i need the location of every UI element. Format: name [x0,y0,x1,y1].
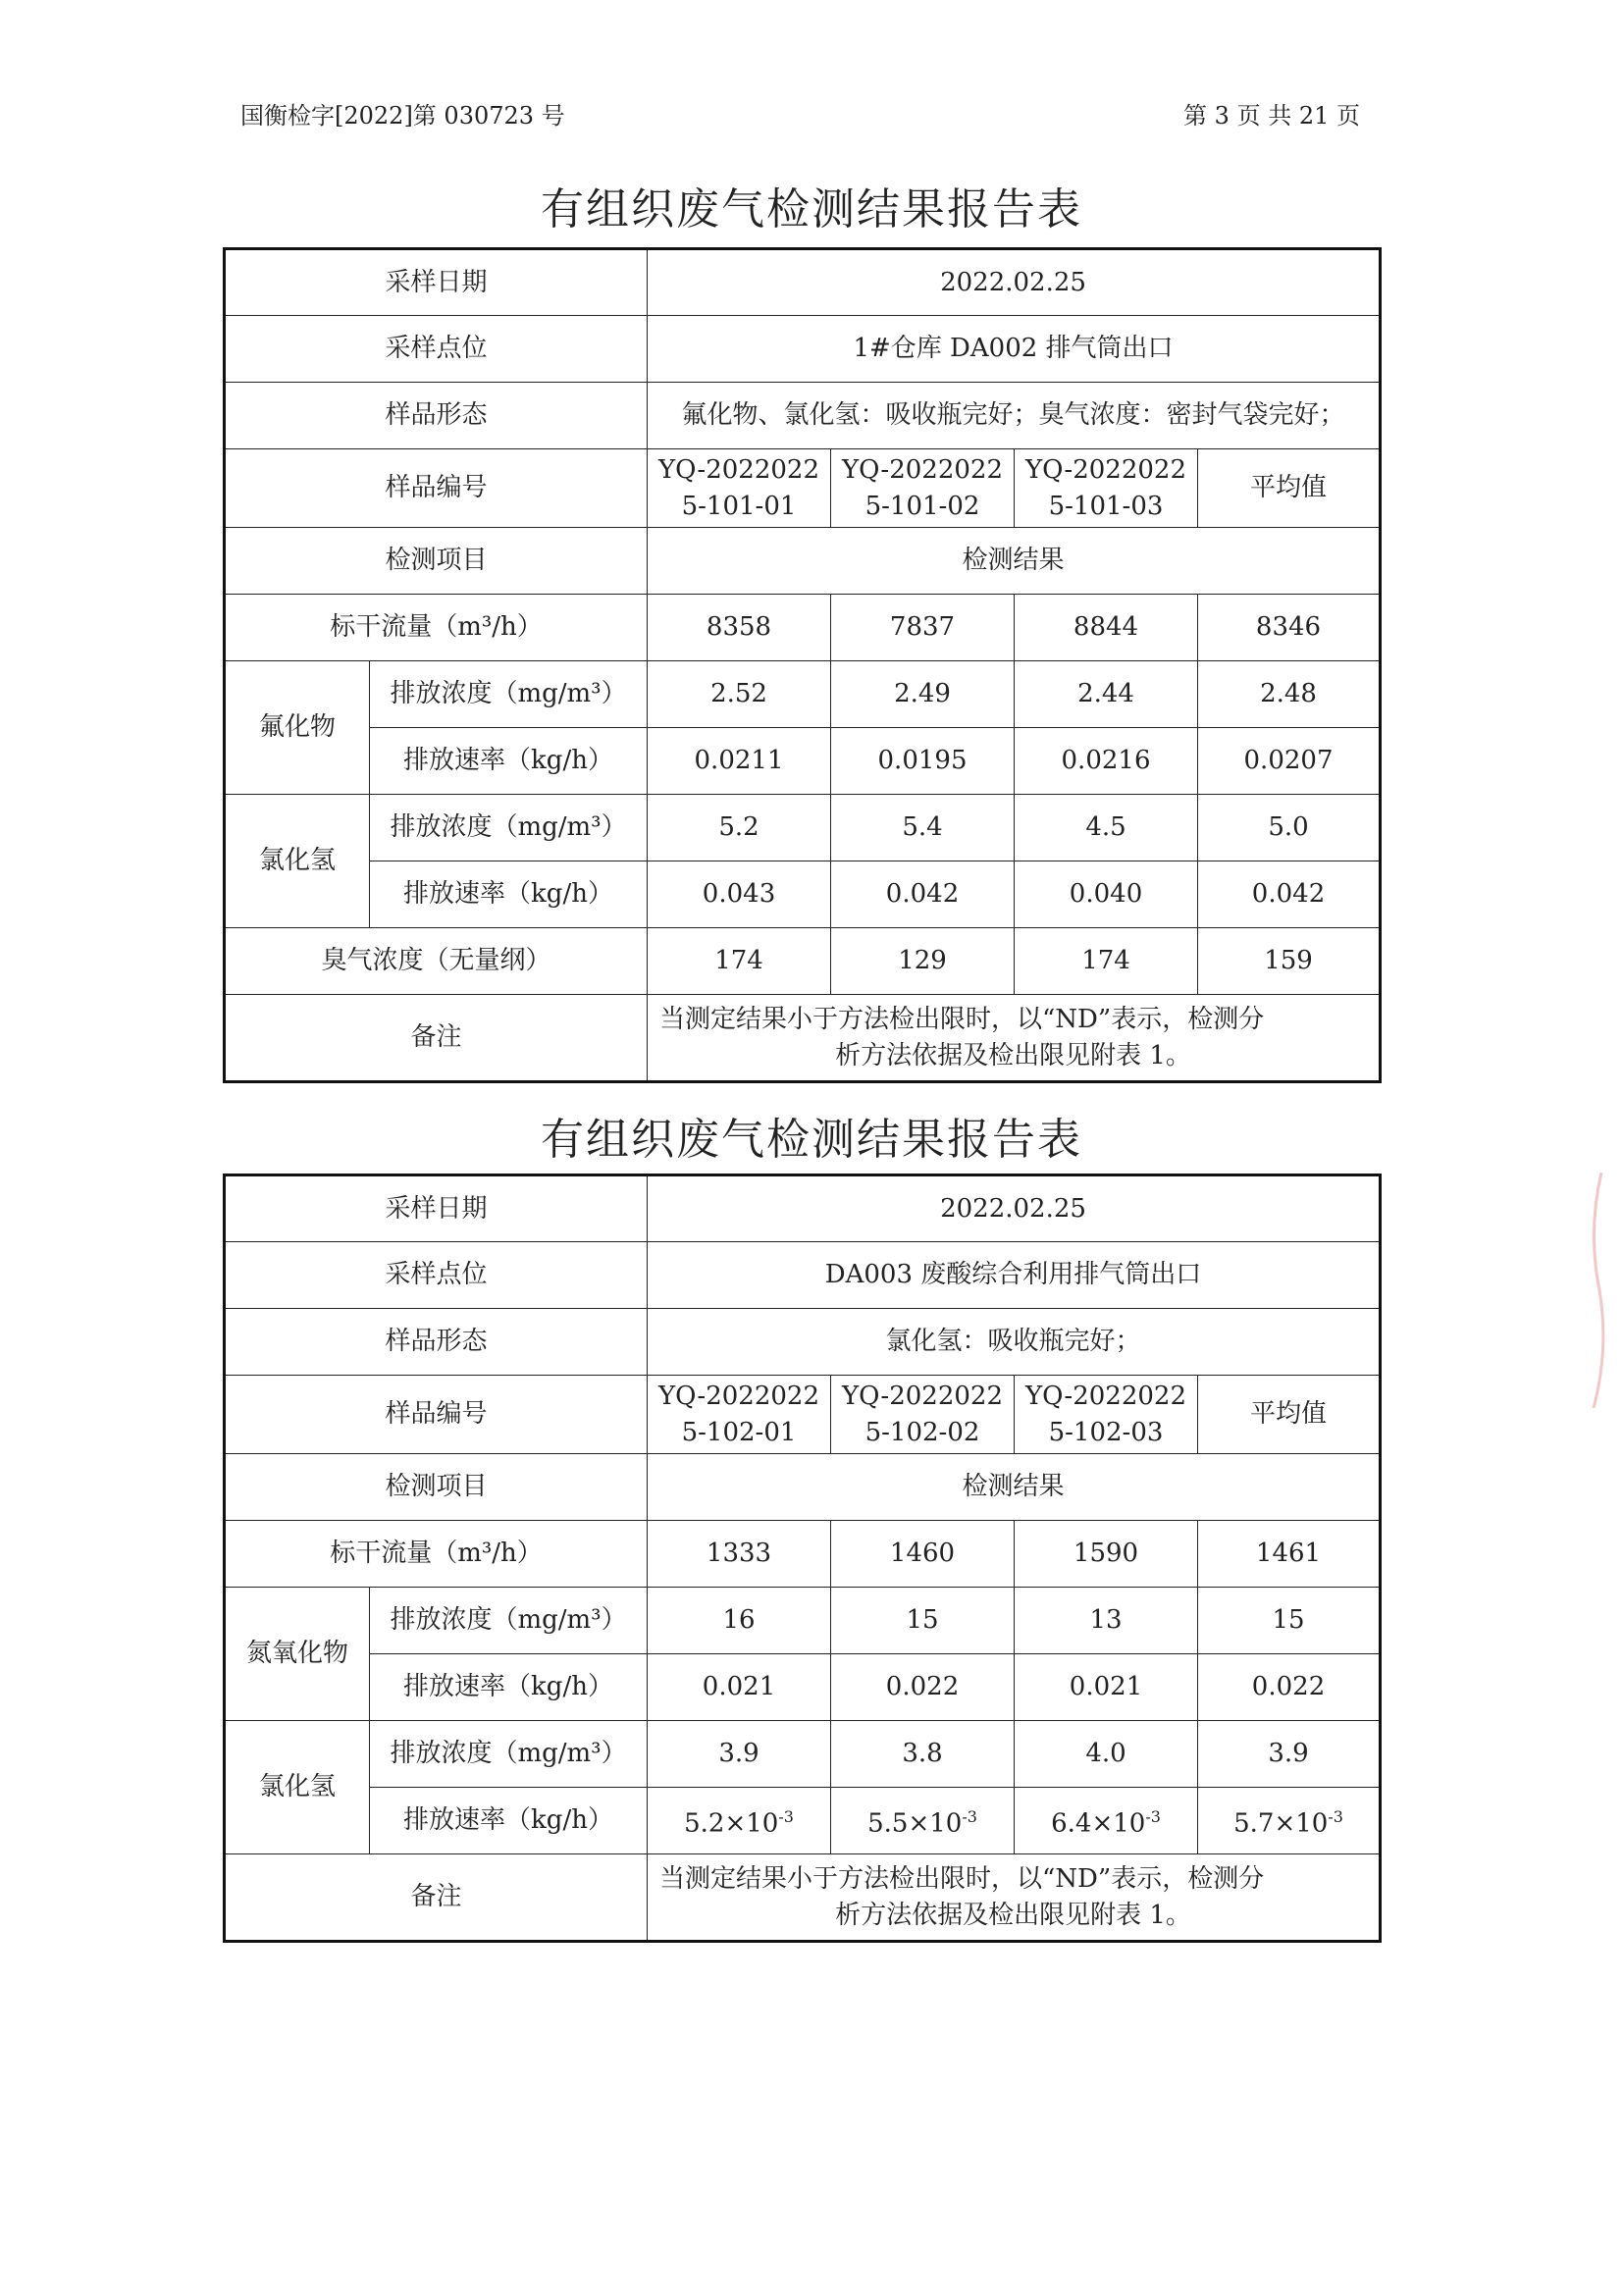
pollutant-name: 氯化氢 [225,795,370,928]
rate-1: 0.0211 [648,728,831,795]
rate-2: 0.022 [831,1654,1015,1721]
item-label: 检测项目 [225,528,648,595]
sample-code-1: YQ-2022022 5-102-01 [648,1376,831,1454]
conc-3: 4.0 [1015,1721,1198,1788]
item-label: 检测项目 [225,1454,648,1521]
conc-3: 2.44 [1015,661,1198,728]
average-label: 平均值 [1198,449,1381,528]
flow-2: 1460 [831,1521,1015,1588]
conc-avg: 3.9 [1198,1721,1381,1788]
rate-3 [1015,1788,1198,1854]
sample-code-3: YQ-2022022 5-101-03 [1015,449,1198,528]
rate-3: 0.040 [1015,861,1198,928]
conc-label: 排放浓度（mg/m³） [370,795,648,861]
sampling-date-label: 采样日期 [225,249,648,316]
conc-label: 排放浓度（mg/m³） [370,1588,648,1654]
conc-avg: 2.48 [1198,661,1381,728]
table2 [223,1174,1382,1943]
note-text [648,1854,1381,1942]
sample-form-label: 样品形态 [225,1309,648,1376]
sampling-point-value: 1#仓库 DA002 排气筒出口 [648,316,1381,383]
rate-2: 0.0195 [831,728,1015,795]
flow-label: 标干流量（m³/h） [225,1521,648,1588]
sample-code-3: YQ-2022022 5-102-03 [1015,1376,1198,1454]
pollutant-name: 氟化物 [225,661,370,795]
conc-2: 5.4 [831,795,1015,861]
sample-form-value: 氯化氢：吸收瓶完好； [648,1309,1381,1376]
note-text [648,995,1381,1082]
rate-avg: 0.0207 [1198,728,1381,795]
sampling-date-value: 2022.02.25 [648,249,1381,316]
conc-2: 2.49 [831,661,1015,728]
sampling-point-label: 采样点位 [225,316,648,383]
sample-code-label: 样品编号 [225,1376,648,1454]
rate-label: 排放速率（kg/h） [370,728,648,795]
rate-2: 0.042 [831,861,1015,928]
flow-3: 1590 [1015,1521,1198,1588]
conc-1: 2.52 [648,661,831,728]
sample-code-1: YQ-2022022 5-101-01 [648,449,831,528]
flow-3: 8844 [1015,595,1198,661]
rate-exponent: -3 [778,1807,794,1827]
conc-3: 13 [1015,1588,1198,1654]
rate-2 [831,1788,1015,1854]
table2-title: 有组织废气检测结果报告表 [541,1115,1082,1165]
conc-2: 15 [831,1588,1015,1654]
note-line-2: 析方法依据及检出限见附表 1。 [835,1040,1191,1070]
conc-label: 排放浓度（mg/m³） [370,661,648,728]
conc-1: 16 [648,1588,831,1654]
pollutant-name: 氯化氢 [225,1721,370,1854]
note-line-2: 析方法依据及检出限见附表 1。 [835,1900,1191,1930]
conc-avg: 15 [1198,1588,1381,1654]
rate-3: 0.0216 [1015,728,1198,795]
sample-code-label: 样品编号 [225,449,648,528]
flow-1: 1333 [648,1521,831,1588]
pollutant-name: 氮氧化物 [225,1588,370,1721]
conc-1: 5.2 [648,795,831,861]
report-number: 国衡检字[2022]第 030723 号 [240,102,565,130]
odor-label: 臭气浓度（无量纲） [225,928,648,995]
conc-3: 4.5 [1015,795,1198,861]
flow-avg: 1461 [1198,1521,1381,1588]
table1-title: 有组织废气检测结果报告表 [541,184,1082,235]
sampling-date-value: 2022.02.25 [648,1175,1381,1242]
note-line-1: 当测定结果小于方法检出限时，以“ND”表示，检测分 [659,1863,1265,1894]
rate-mantissa: 5.5×10 [867,1808,963,1839]
rate-3: 0.021 [1015,1654,1198,1721]
rate-mantissa: 5.2×10 [684,1808,779,1839]
conc-avg: 5.0 [1198,795,1381,861]
seal-stamp-fragment [1580,1173,1609,1408]
result-label: 检测结果 [648,1454,1381,1521]
sample-code-2: YQ-2022022 5-102-02 [831,1376,1015,1454]
sampling-date-label: 采样日期 [225,1175,648,1242]
table1 [223,247,1382,1083]
sampling-point-value: DA003 废酸综合利用排气筒出口 [648,1242,1381,1309]
flow-avg: 8346 [1198,595,1381,661]
note-label: 备注 [225,1854,648,1942]
flow-1: 8358 [648,595,831,661]
odor-1: 174 [648,928,831,995]
result-label: 检测结果 [648,528,1381,595]
rate-label: 排放速率（kg/h） [370,1788,648,1854]
page-number: 第 3 页 共 21 页 [1183,102,1360,130]
rate-1: 0.021 [648,1654,831,1721]
rate-avg: 0.042 [1198,861,1381,928]
odor-avg: 159 [1198,928,1381,995]
note-line-1: 当测定结果小于方法检出限时，以“ND”表示，检测分 [659,1004,1265,1034]
flow-label: 标干流量（m³/h） [225,595,648,661]
rate-exponent: -3 [1145,1807,1161,1827]
conc-2: 3.8 [831,1721,1015,1788]
rate-mantissa: 5.7×10 [1233,1808,1329,1839]
flow-2: 7837 [831,595,1015,661]
odor-3: 174 [1015,928,1198,995]
rate-exponent: -3 [962,1807,977,1827]
odor-2: 129 [831,928,1015,995]
rate-label: 排放速率（kg/h） [370,1654,648,1721]
sample-form-value: 氟化物、氯化氢：吸收瓶完好；臭气浓度：密封气袋完好； [648,383,1381,449]
conc-1: 3.9 [648,1721,831,1788]
rate-avg [1198,1788,1381,1854]
note-label: 备注 [225,995,648,1082]
rate-exponent: -3 [1328,1807,1343,1827]
rate-label: 排放速率（kg/h） [370,861,648,928]
conc-label: 排放浓度（mg/m³） [370,1721,648,1788]
rate-mantissa: 6.4×10 [1051,1808,1146,1839]
rate-avg: 0.022 [1198,1654,1381,1721]
sample-form-label: 样品形态 [225,383,648,449]
rate-1: 0.043 [648,861,831,928]
average-label: 平均值 [1198,1376,1381,1454]
sample-code-2: YQ-2022022 5-101-02 [831,449,1015,528]
rate-1 [648,1788,831,1854]
sampling-point-label: 采样点位 [225,1242,648,1309]
seal-stamp-shape [1580,1173,1609,1408]
